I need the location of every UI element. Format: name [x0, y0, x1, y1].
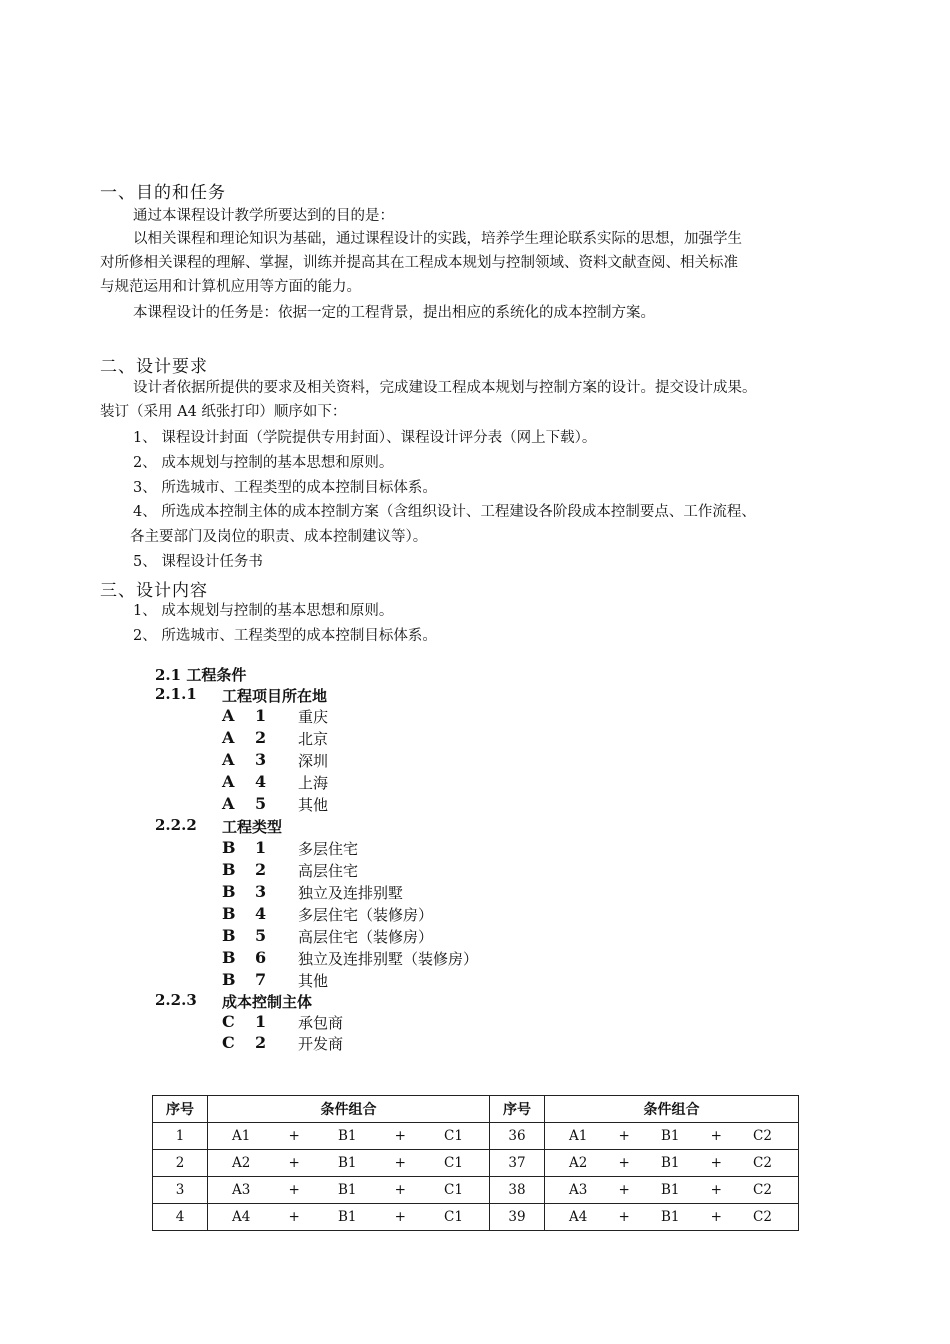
- header-seq: 序号: [490, 1096, 545, 1123]
- code-letter: A: [222, 772, 235, 791]
- code-letter: A: [222, 750, 235, 769]
- code-number: 4: [255, 904, 267, 923]
- combo-a: A1: [569, 1128, 588, 1144]
- code-label: 深圳: [298, 752, 329, 770]
- combo-a: A3: [232, 1182, 251, 1198]
- code-number: 3: [255, 882, 267, 901]
- seq-cell: 36: [490, 1123, 545, 1150]
- code-letter: B: [222, 948, 236, 967]
- code-letter: B: [222, 926, 236, 945]
- combo-cell: [208, 1204, 490, 1231]
- subsection-2-1-title: 2.1 工程条件: [155, 666, 247, 684]
- code-number: 1: [255, 1012, 267, 1031]
- combo-a: A1: [232, 1128, 251, 1144]
- combo-c: C2: [753, 1155, 772, 1171]
- plus-sign: +: [288, 1128, 300, 1144]
- header-combo: 条件组合: [208, 1096, 490, 1123]
- subsection-2-2-3-number: 2.2.3: [155, 991, 197, 1009]
- code-letter: C: [222, 1033, 235, 1052]
- code-number: 7: [255, 970, 267, 989]
- combo-b: B1: [337, 1155, 357, 1171]
- plus-sign: +: [288, 1209, 300, 1225]
- code-label: 其他: [298, 796, 329, 814]
- seq-cell: 3: [153, 1177, 208, 1204]
- combo-a: A4: [569, 1209, 588, 1225]
- code-number: 5: [255, 926, 267, 945]
- seq-cell: 1: [153, 1123, 208, 1150]
- code-label: 承包商: [298, 1014, 344, 1032]
- plus-sign: +: [288, 1182, 300, 1198]
- combo-cell: [545, 1123, 799, 1150]
- seq-cell: 37: [490, 1150, 545, 1177]
- subsection-2-1-1-number: 2.1.1: [155, 685, 197, 703]
- sec2-list-item: 4、 所选成本控制主体的成本控制方案（含组织设计、工程建设各阶段成本控制要点、工作流程、: [133, 504, 756, 520]
- sec2-para-line-1: 设计者依据所提供的要求及相关资料，完成建设工程成本规划与控制方案的设计。提交设计成果。: [133, 380, 757, 396]
- code-letter: A: [222, 794, 235, 813]
- plus-sign: +: [618, 1155, 630, 1171]
- combo-b: B1: [660, 1128, 680, 1144]
- section-2-title: 二、设计要求: [100, 357, 208, 377]
- sec1-para-2-line-1: 以相关课程和理论知识为基础，通过课程设计的实践，培养学生理论联系实际的思想，加强学生: [133, 231, 742, 247]
- combo-b: B1: [660, 1155, 680, 1171]
- subsection-2-2-2-title: 工程类型: [222, 818, 283, 836]
- combo-c: C1: [444, 1155, 463, 1171]
- table-row: [153, 1123, 799, 1150]
- code-letter: A: [222, 728, 235, 747]
- combo-a: A2: [569, 1155, 588, 1171]
- code-label: 多层住宅: [298, 840, 359, 858]
- code-number: 6: [255, 948, 267, 967]
- plus-sign: +: [394, 1209, 406, 1225]
- code-letter: B: [222, 882, 236, 901]
- code-label: 上海: [298, 774, 329, 792]
- seq-cell: 38: [490, 1177, 545, 1204]
- plus-sign: +: [710, 1128, 722, 1144]
- combo-b: B1: [660, 1182, 680, 1198]
- code-number: 2: [255, 1033, 267, 1052]
- code-letter: B: [222, 838, 236, 857]
- combo-c: C1: [444, 1182, 463, 1198]
- plus-sign: +: [394, 1155, 406, 1171]
- code-letter: B: [222, 860, 236, 879]
- code-letter: C: [222, 1012, 235, 1031]
- combo-cell: [545, 1204, 799, 1231]
- subsection-2-2-2-number: 2.2.2: [155, 816, 197, 834]
- subsection-2-2-3-title: 成本控制主体: [222, 993, 313, 1011]
- section-3-title: 三、设计内容: [100, 581, 208, 601]
- sec1-para-1: 通过本课程设计教学所要达到的目的是：: [133, 208, 394, 224]
- code-letter: B: [222, 970, 236, 989]
- code-label: 高层住宅: [298, 862, 359, 880]
- combo-cell: [545, 1177, 799, 1204]
- sec3-list-item: 1、 成本规划与控制的基本思想和原则。: [133, 603, 394, 619]
- sec3-list-item: 2、 所选城市、工程类型的成本控制目标体系。: [133, 628, 437, 644]
- combo-c: C1: [444, 1209, 463, 1225]
- table-row: [153, 1150, 799, 1177]
- plus-sign: +: [394, 1182, 406, 1198]
- plus-sign: +: [618, 1182, 630, 1198]
- code-number: 1: [255, 706, 267, 725]
- seq-cell: 4: [153, 1204, 208, 1231]
- sec2-list-item: 5、 课程设计任务书: [133, 554, 263, 570]
- sec2-list-item: 3、 所选城市、工程类型的成本控制目标体系。: [133, 480, 437, 496]
- combo-c: C2: [753, 1182, 772, 1198]
- code-label: 独立及连排别墅: [298, 884, 404, 902]
- code-letter: A: [222, 706, 235, 725]
- combo-a: A4: [232, 1209, 251, 1225]
- table-row: [153, 1204, 799, 1231]
- seq-cell: 2: [153, 1150, 208, 1177]
- code-label: 其他: [298, 972, 329, 990]
- section-1-title: 一、目的和任务: [100, 183, 226, 203]
- plus-sign: +: [618, 1128, 630, 1144]
- code-label: 重庆: [298, 708, 329, 726]
- seq-cell: 39: [490, 1204, 545, 1231]
- combo-cell: [208, 1150, 490, 1177]
- combo-cell: [545, 1150, 799, 1177]
- sec2-list-item: 2、 成本规划与控制的基本思想和原则。: [133, 455, 394, 471]
- code-number: 3: [255, 750, 267, 769]
- table-header-row: [153, 1096, 799, 1123]
- combo-c: C2: [753, 1209, 772, 1225]
- code-label: 北京: [298, 730, 329, 748]
- plus-sign: +: [710, 1209, 722, 1225]
- combo-cell: [208, 1177, 490, 1204]
- sec1-para-3: 本课程设计的任务是：依据一定的工程背景，提出相应的系统化的成本控制方案。: [133, 305, 655, 321]
- subsection-2-1-1-title: 工程项目所在地: [222, 687, 328, 705]
- plus-sign: +: [618, 1209, 630, 1225]
- combo-c: C2: [753, 1128, 772, 1144]
- sec1-para-2-line-2: 对所修相关课程的理解、掌握，训练并提高其在工程成本规划与控制领域、资料文献查阅、相关标准: [100, 255, 738, 271]
- code-number: 5: [255, 794, 267, 813]
- header-seq: 序号: [153, 1096, 208, 1123]
- combo-cell: [208, 1123, 490, 1150]
- plus-sign: +: [710, 1155, 722, 1171]
- combo-b: B1: [660, 1209, 680, 1225]
- code-label: 独立及连排别墅（装修房）: [298, 950, 479, 968]
- table-row: [153, 1177, 799, 1204]
- sec2-list-item: 1、 课程设计封面（学院提供专用封面）、课程设计评分表（网上下载）。: [133, 430, 597, 446]
- header-combo: 条件组合: [545, 1096, 799, 1123]
- sec2-list-item-continuation: 各主要部门及岗位的职责、成本控制建议等）。: [130, 529, 428, 545]
- combo-b: B1: [337, 1182, 357, 1198]
- code-label: 开发商: [298, 1035, 344, 1053]
- code-number: 4: [255, 772, 267, 791]
- combo-b: B1: [337, 1128, 357, 1144]
- code-number: 2: [255, 728, 267, 747]
- sec2-para-line-2: 装订（采用 A4 纸张打印）顺序如下：: [100, 404, 347, 420]
- sec1-para-2-line-3: 与规范运用和计算机应用等方面的能力。: [100, 279, 361, 295]
- combo-a: A3: [569, 1182, 588, 1198]
- combo-c: C1: [444, 1128, 463, 1144]
- code-label: 多层住宅（装修房）: [298, 906, 434, 924]
- combination-table: [152, 1095, 799, 1231]
- combo-b: B1: [337, 1209, 357, 1225]
- code-label: 高层住宅（装修房）: [298, 928, 434, 946]
- code-number: 2: [255, 860, 267, 879]
- plus-sign: +: [288, 1155, 300, 1171]
- code-number: 1: [255, 838, 267, 857]
- combo-a: A2: [232, 1155, 251, 1171]
- plus-sign: +: [710, 1182, 722, 1198]
- plus-sign: +: [394, 1128, 406, 1144]
- code-letter: B: [222, 904, 236, 923]
